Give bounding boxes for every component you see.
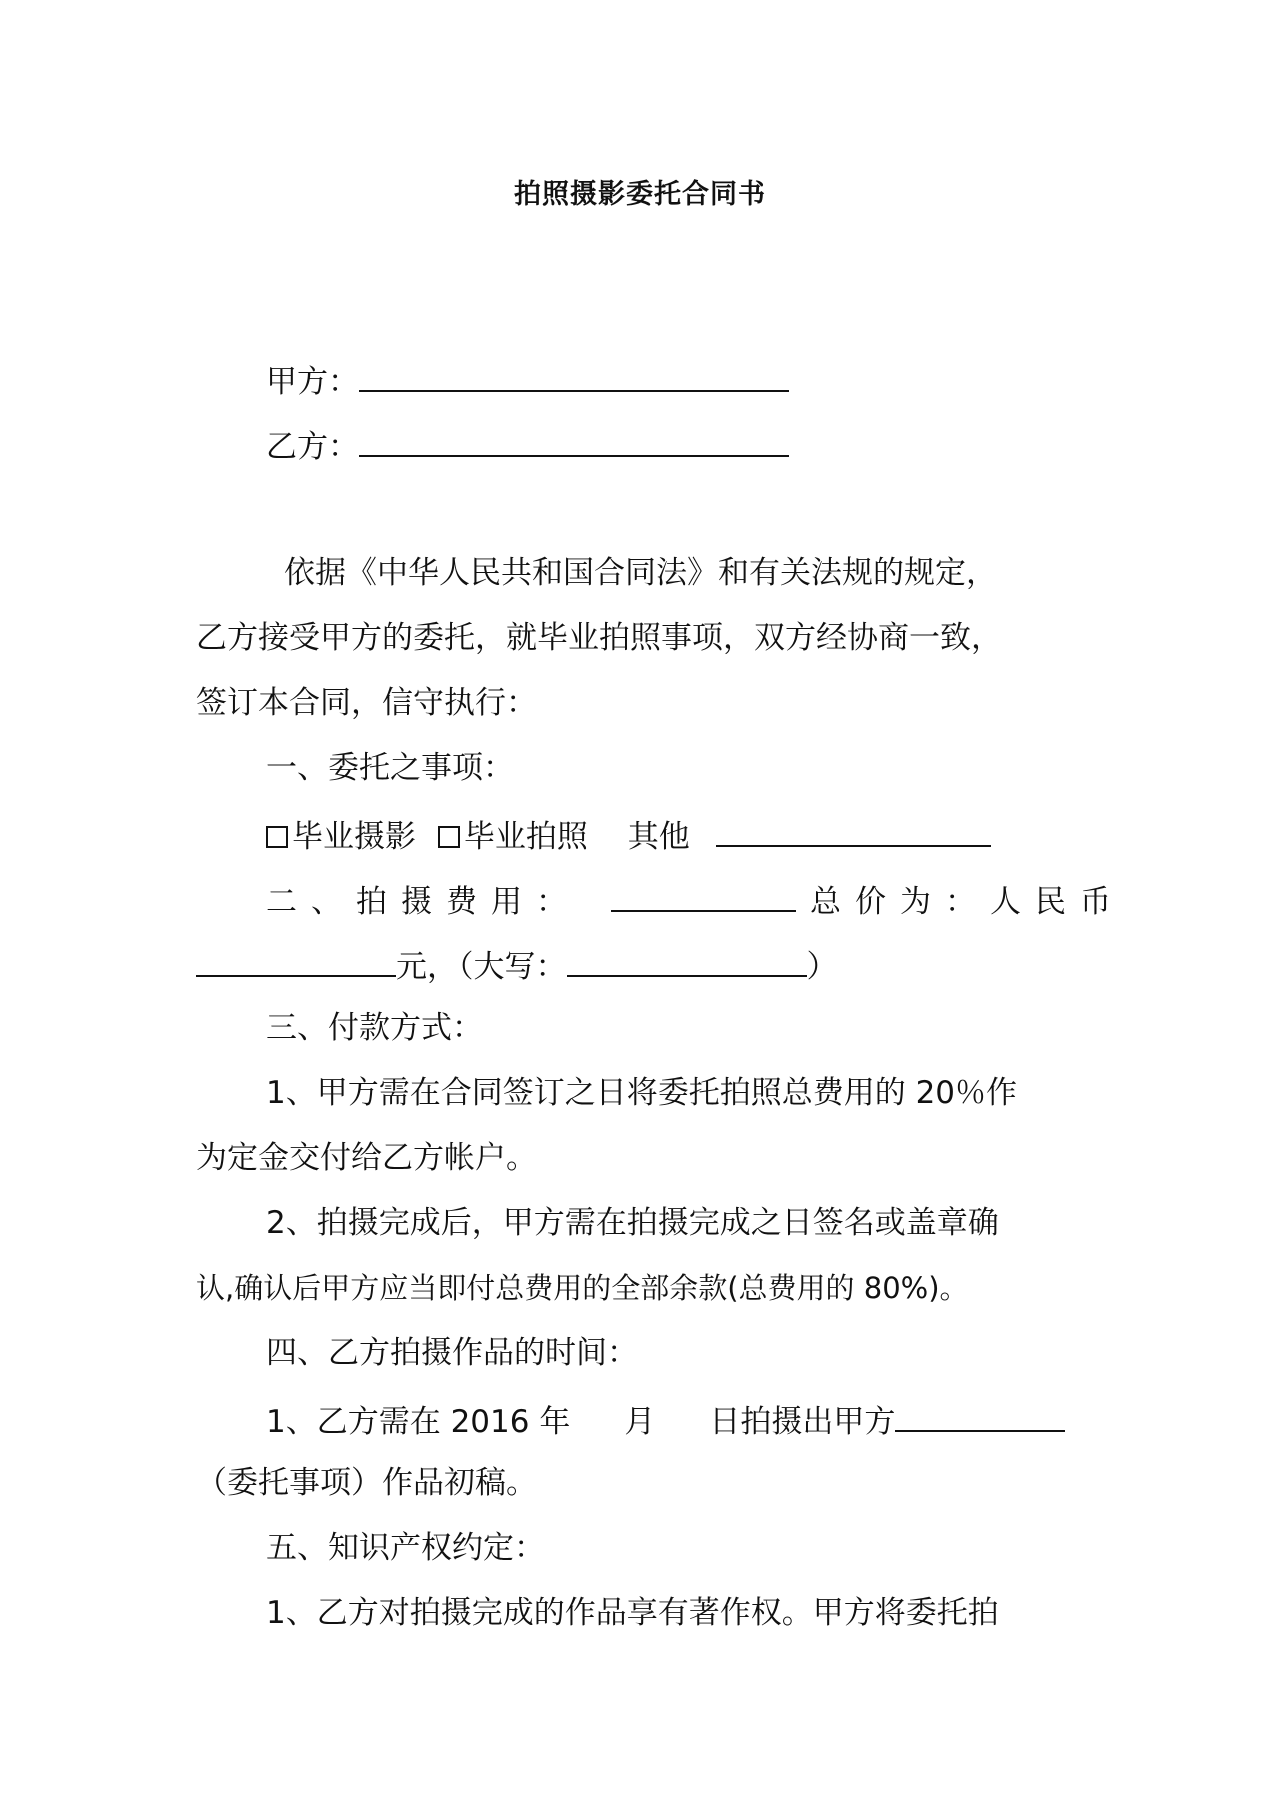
intro-line-1: 依据《中华人民共和国合同法》和有关法规的规定， [284, 555, 997, 591]
party-b-label: 乙方： [266, 429, 359, 465]
amount-in-words-blank[interactable] [567, 943, 807, 977]
option-other-blank[interactable] [716, 813, 991, 847]
amount-blank[interactable] [196, 943, 396, 977]
option-graduation-photography-label: 毕业摄影 [292, 819, 416, 855]
section-5-heading: 五、知识产权约定： [266, 1530, 545, 1566]
section-3-item-1-line-1: 1、甲方需在合同签订之日将委托拍照总费用的 20％作 [266, 1075, 1018, 1111]
party-a-blank[interactable] [359, 358, 789, 392]
section-3-item-1-line-2: 为定金交付给乙方帐户。 [196, 1140, 537, 1176]
option-graduation-photo-label: 毕业拍照 [463, 819, 588, 855]
amount-close-paren: ） [806, 949, 838, 985]
section-2-total-label: 总价为：人民币 [810, 884, 1125, 920]
intro-line-3: 签订本合同，信守执行： [196, 685, 537, 721]
party-a-line [266, 358, 789, 402]
section-1-heading: 一、委托之事项： [266, 750, 514, 786]
intro-line-2: 乙方接受甲方的委托，就毕业拍照事项，双方经协商一致， [196, 620, 1002, 656]
s4-year-text: 1、乙方需在 2016 年 [266, 1404, 571, 1440]
section-3-item-2-line-2: 认,确认后甲方应当即付总费用的全部余款(总费用的 80%)。 [196, 1271, 969, 1305]
party-b-line [266, 423, 789, 467]
option-other-label: 其他 [627, 819, 690, 855]
fee-blank[interactable] [611, 878, 796, 912]
section-2-fee-label: 二、拍摄费用： [266, 884, 581, 920]
s4-day-text: 日拍摄出甲方 [709, 1404, 896, 1440]
commission-item-blank[interactable] [895, 1398, 1065, 1432]
section-1-options [266, 813, 991, 857]
amount-unit-label: 元，（大写： [396, 949, 567, 985]
s4-month-text: 月 [624, 1404, 656, 1440]
party-a-label: 甲方： [266, 364, 359, 400]
option-graduation-photography-checkbox[interactable] [266, 826, 288, 848]
section-2-line-1 [266, 878, 1125, 922]
section-3-item-2-line-1: 2、拍摄完成后，甲方需在拍摄完成之日签名或盖章确 [266, 1205, 999, 1241]
section-4-heading: 四、乙方拍摄作品的时间： [266, 1335, 638, 1371]
section-4-item-1-line-2: （委托事项）作品初稿。 [196, 1465, 537, 1501]
party-b-blank[interactable] [359, 423, 789, 457]
document-title: 拍照摄影委托合同书 [514, 179, 766, 210]
section-3-heading: 三、付款方式： [266, 1010, 483, 1046]
option-graduation-photo-checkbox[interactable] [438, 826, 460, 848]
section-5-item-1-line-1: 1、乙方对拍摄完成的作品享有著作权。甲方将委托拍 [266, 1595, 999, 1631]
section-4-item-1-line-1 [266, 1398, 1065, 1442]
section-2-line-2 [196, 943, 838, 987]
